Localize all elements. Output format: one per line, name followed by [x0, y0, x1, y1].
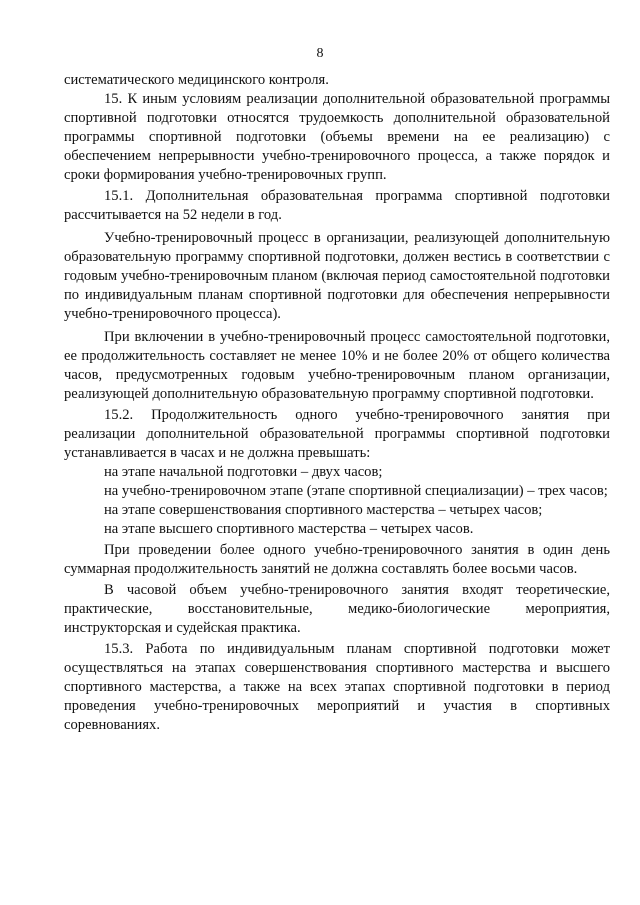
document-body: [64, 71, 610, 735]
page-number: 8: [316, 46, 324, 61]
paragraph-15-1: 15.1. Дополнительная образовательная программа спортивной подготовки рассчитывается на 52 недели в год.: [64, 188, 610, 223]
list-item-improvement-stage: на этапе совершенствования спортивного мастерства – четырех часов;: [104, 502, 543, 518]
paragraph-15-2: 15.2. Продолжительность одного учебно-тренировочного занятия при реализации дополнительной образовательной программы спортивной подготовки устанавливается в часах и не должна превышать:: [64, 407, 610, 461]
list-item-initial-stage: на этапе начальной подготовки – двух часов;: [104, 464, 383, 480]
paragraph-continuation: систематического медицинского контроля.: [64, 72, 329, 88]
paragraph-hourly-volume: В часовой объем учебно-тренировочного занятия входят теоретические, практические, восстановительные, медико-биологические мероприятия, инструкторская и судейская практика.: [64, 582, 610, 636]
paragraph-15-3: 15.3. Работа по индивидуальным планам спортивной подготовки может осуществляться на этапах совершенствования спортивного мастерства и высшего спортивного мастерства, а также на всех этапах спортивной подготовки в период проведения учебно-тренировочных мероприятий и участия в спортивных соревнованиях.: [64, 641, 610, 733]
paragraph-15: 15. К иным условиям реализации дополнительной образовательной программы спортивной подготовки относятся трудоемкость дополнительной образовательной программы спортивной подготовки (объемы времени на ее реализацию) с обеспечением непрерывности учебно-тренировочного процесса, а также порядок и сроки формирования учебно-тренировочных групп.: [64, 91, 610, 183]
list-item-training-stage: на учебно-тренировочном этапе (этапе спортивной специализации) – трех часов;: [104, 483, 608, 499]
list-item-highest-stage: на этапе высшего спортивного мастерства – четырех часов.: [104, 521, 474, 537]
paragraph-self-training: При включении в учебно-тренировочный процесс самостоятельной подготовки, ее продолжительность составляет не менее 10% и не более 20% от общего количества часов, предусмотренных годовым учебно-тренировочным планом организации, реализующей дополнительную образовательную программу спортивной подготовки.: [64, 329, 610, 402]
paragraph-training-process: Учебно-тренировочный процесс в организации, реализующей дополнительную образовательную программу спортивной подготовки, должен вестись в соответствии с годовым учебно-тренировочным планом (включая период самостоятельной подготовки по индивидуальным планам спортивной подготовки для обеспечения непрерывности учебно-тренировочного процесса).: [64, 230, 610, 322]
paragraph-daily-limit: При проведении более одного учебно-тренировочного занятия в один день суммарная продолжительность занятий не должна составлять более восьми часов.: [64, 542, 610, 577]
